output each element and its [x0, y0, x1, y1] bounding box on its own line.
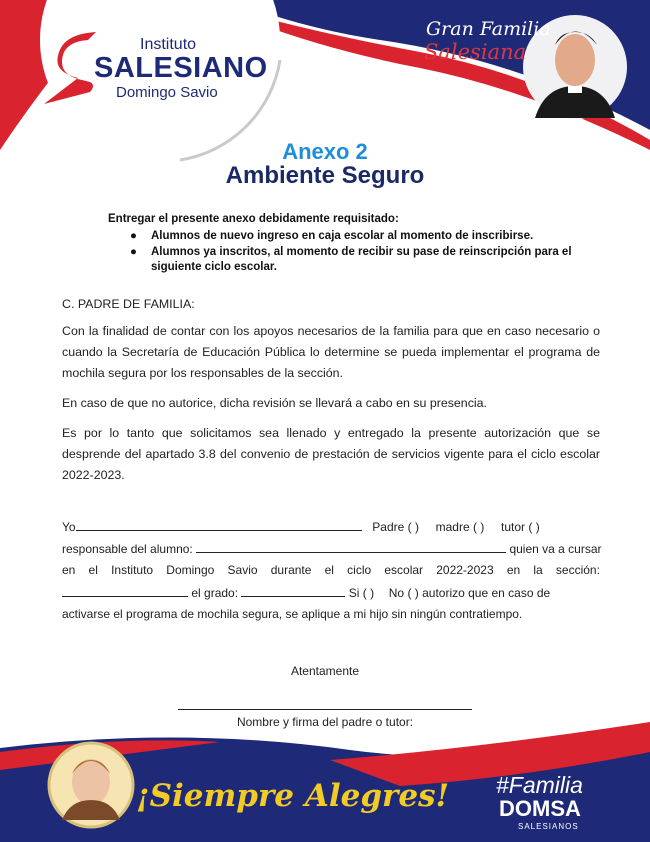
- autorizo-label: autorizo que en caso de: [422, 586, 551, 600]
- salutation: C. PADRE DE FAMILIA:: [62, 297, 195, 311]
- gran-familia-label: Gran Familia: [426, 18, 551, 40]
- form-word: la: [533, 563, 543, 577]
- form-word: 2022-2023: [436, 563, 494, 577]
- form-word: el: [88, 563, 98, 577]
- domsa-label: DOMSA: [499, 796, 581, 821]
- form-closing-sentence: activarse el programa de mochila segura, se aplique a mi hijo sin ningún contratiempo.: [62, 607, 523, 621]
- atentamente-label: Atentamente: [290, 664, 360, 678]
- form-row-3: [62, 563, 600, 577]
- madre-checkbox[interactable]: madre ( ): [435, 520, 485, 534]
- signature-caption: Nombre y firma del padre o tutor:: [236, 715, 414, 729]
- no-checkbox[interactable]: No ( ): [388, 586, 419, 600]
- padre-checkbox[interactable]: Padre ( ): [372, 520, 419, 534]
- body-paragraph-1: Con la finalidad de contar con los apoyos necesarios de la familia para que en caso necesario o cuando la Secretaría de Educación Pública lo determine se pueda implementar el programa de mochila segura por los responsables de la sección.: [62, 324, 600, 380]
- signature-line[interactable]: [178, 709, 472, 710]
- si-checkbox[interactable]: Si ( ): [348, 586, 375, 600]
- instruction-bullet-text: Alumnos de nuevo ingreso en caja escolar al momento de inscribirse.: [151, 230, 534, 242]
- name-blank-field[interactable]: [76, 519, 362, 531]
- annex-title: Ambiente Seguro: [225, 162, 425, 189]
- body-paragraph-3: Es por lo tanto que solicitamos sea llenado y entregado la presente autorización que se desprende del apartado 3.8 del convenio de prestación de servicios vigente para el ciclo escolar 2022-2023.: [62, 426, 600, 482]
- form-word: ciclo: [347, 563, 372, 577]
- logo-domingo-savio-label: Domingo Savio: [116, 84, 218, 101]
- instruction-bullet-text: Alumnos ya inscritos, al momento de recibir su pase de reinscripción para el siguiente ciclo escolar.: [151, 246, 572, 273]
- grade-blank-field[interactable]: [241, 585, 345, 597]
- cursar-label: quien va a cursar: [509, 542, 602, 556]
- body-paragraph-2: En caso de que no autorice, dicha revisión se llevará a cabo en su presencia.: [62, 396, 487, 410]
- form-word: escolar: [384, 563, 424, 577]
- tutor-checkbox[interactable]: tutor ( ): [501, 520, 540, 534]
- form-row-2: [62, 541, 600, 556]
- grado-label: el grado:: [191, 586, 239, 600]
- hashtag-familia-label: #Familia: [496, 772, 583, 798]
- form-word: el: [324, 563, 334, 577]
- form-row-5: [62, 607, 600, 621]
- salesiana-label: Salesiana: [424, 40, 527, 64]
- bullet-icon: ●: [130, 230, 137, 242]
- form-word: Domingo: [166, 563, 215, 577]
- instructions-heading: Entregar el presente anexo debidamente requisitado:: [108, 213, 399, 225]
- form-row-1: [62, 519, 600, 534]
- responsable-label: responsable del alumno:: [62, 542, 193, 556]
- annex-number-title: Anexo 2: [282, 139, 368, 164]
- siempre-alegres-slogan: ¡Siempre Alegres!: [136, 778, 450, 814]
- logo-salesiano-label: SALESIANO: [94, 52, 268, 84]
- form-word: sección:: [555, 563, 600, 577]
- form-word: Instituto: [111, 563, 154, 577]
- form-word: en: [506, 563, 521, 577]
- form-word: durante: [270, 563, 312, 577]
- salesianos-label: SALESIANOS: [518, 822, 579, 831]
- student-name-blank-field[interactable]: [196, 541, 506, 553]
- logo-institute-label: Instituto: [140, 36, 197, 53]
- section-blank-field[interactable]: [62, 585, 188, 597]
- form-word: Savio: [227, 563, 258, 577]
- form-word: en: [62, 563, 76, 577]
- bullet-icon: ●: [130, 246, 137, 258]
- form-row-4: [62, 585, 600, 600]
- yo-label: Yo: [62, 520, 76, 534]
